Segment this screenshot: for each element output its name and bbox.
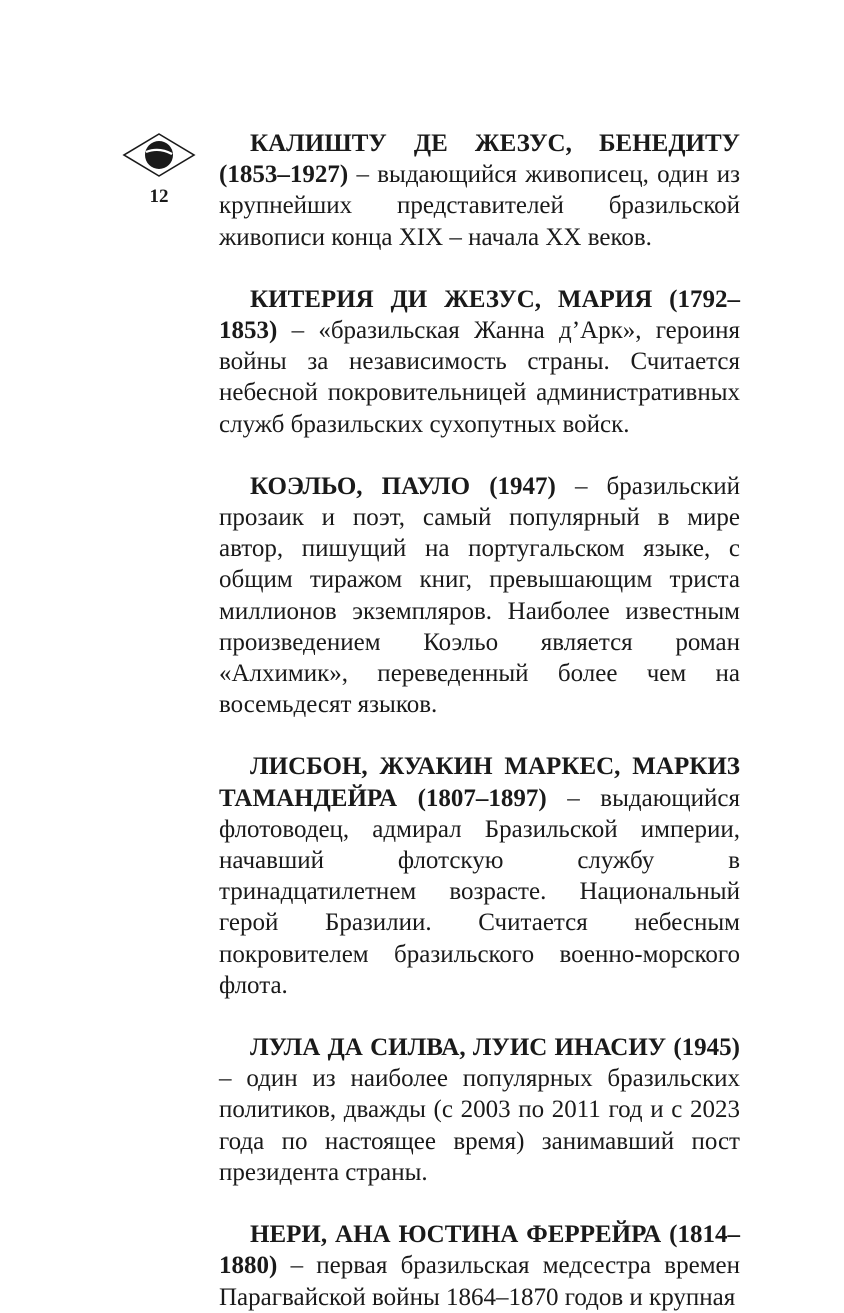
entry [219, 128, 740, 253]
entry-heading: КИТЕРИЯ ДИ ЖЕЗУС, МАРИЯ (1792–1853) [219, 285, 740, 345]
entry-text: – первая бразильская медсестра времен Парагвайской войны 1864–1870 годов и крупная [219, 1252, 740, 1311]
entry-text: – выдающийся флотоводец, адмирал Бразильской империи, начавший флотскую службу в тринадцатилетнем возрасте. Национальный герой Бразилии. Считается небесным покровителем бразильского военно-морского флота. [219, 784, 740, 999]
entry-heading: КОЭЛЬО, ПАУЛО (1947) [250, 472, 556, 500]
entry-heading: НЕРИ, АНА ЮСТИНА ФЕРРЕЙРА (1814–1880) [219, 1221, 740, 1280]
entry-heading: ЛУЛА ДА СИЛВА, ЛУИС ИНАСИУ (1945) [250, 1034, 740, 1062]
entry-text: – выдающийся живописец, один из крупнейших представителей бразильской живописи конца XIX – начала XX веков. [219, 161, 740, 251]
page-number: 12 [149, 186, 169, 207]
entry-text: – один из наиболее популярных бразильских политиков, дважды (с 2003 по 2011 год и с 2023 года по настоящее время) занимавший пост президента страны. [219, 1065, 740, 1186]
entry [219, 1219, 740, 1313]
entry [219, 471, 740, 721]
entry-text: – «бразильская Жанна д’Арк», героиня войны за независимость страны. Считается небесной покровительницей административных служб бразильских сухопутных войск. [219, 317, 740, 438]
brazil-flag-diamond-icon [122, 132, 196, 178]
text-column [219, 128, 740, 1313]
entry-text: – бразильский прозаик и поэт, самый популярный в мире автор, пишущий на португальском языке, с общим тиражом книг, превышающим триста миллионов экземпляров. Наиболее известным произведением Коэльо является роман «Алхимик», переведенный более чем на восемьдесят языков. [219, 472, 740, 719]
entry [219, 284, 740, 440]
entry-heading: КАЛИШТУ ДЕ ЖЕЗУС, БЕНЕДИТУ (1853–1927) [219, 130, 740, 189]
entry [219, 1032, 740, 1188]
entry [219, 751, 740, 1001]
entry-heading: ЛИСБОН, ЖУАКИН МАРКЕС, МАРКИЗ ТАМАНДЕЙРА (1807–1897) [219, 753, 740, 812]
